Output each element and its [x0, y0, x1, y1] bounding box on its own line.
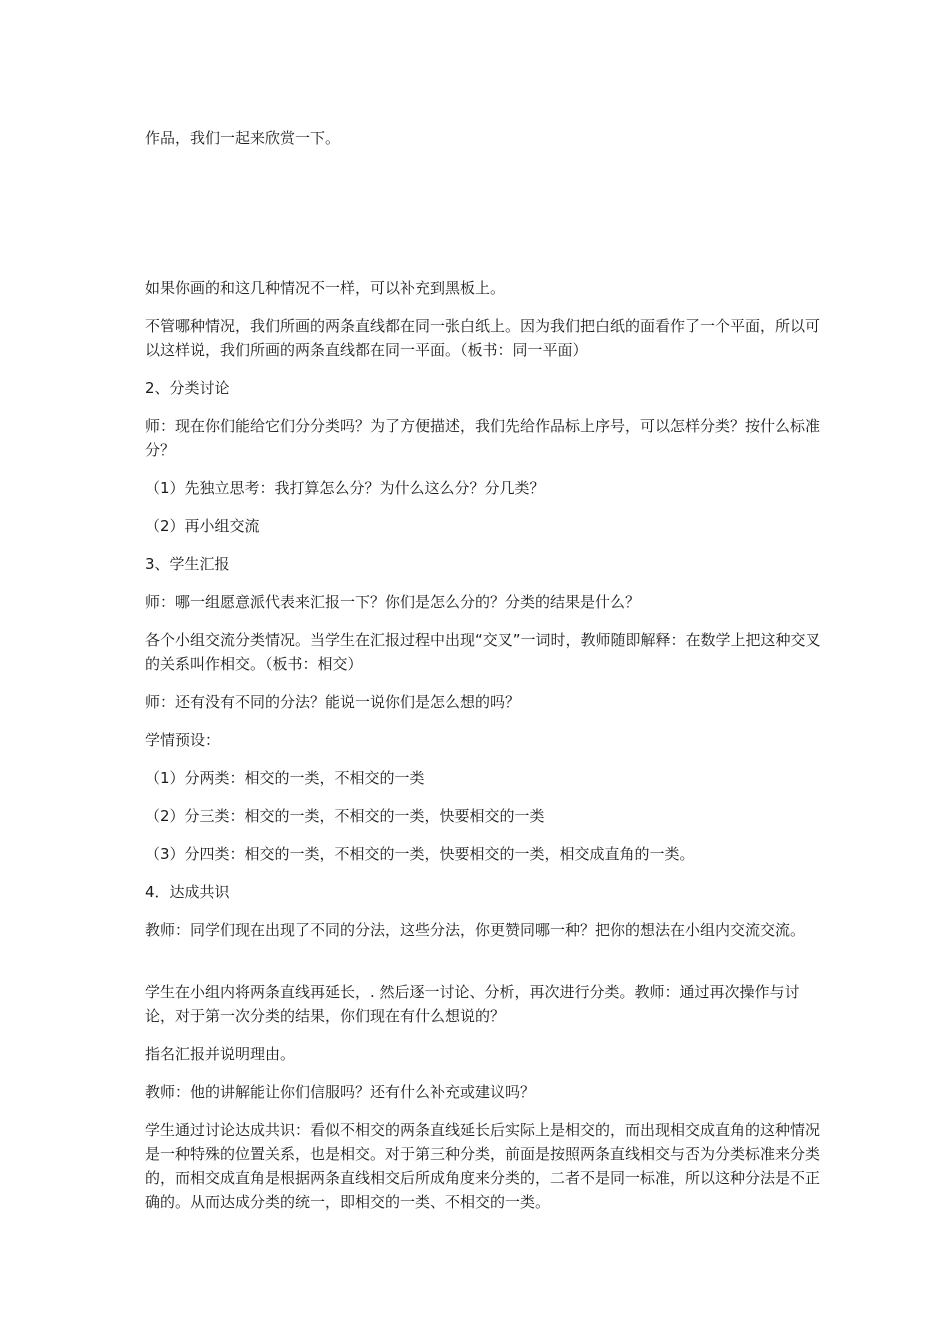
- heading-consensus: 4．达成共识: [145, 883, 230, 901]
- list-item-two-classes: （1）分两类：相交的一类，不相交的一类: [145, 769, 425, 787]
- paragraph-report-question: 师：哪一组愿意派代表来汇报一下？你们是怎么分的？分类的结果是什么？: [145, 593, 641, 611]
- heading-classify-discussion: 2、分类讨论: [145, 379, 230, 397]
- heading-student-report: 3、学生汇报: [145, 555, 230, 573]
- paragraph-group-talk: （2）再小组交流: [145, 517, 260, 535]
- paragraph-extend-lines: 学生在小组内将两条直线再延长，. 然后逐一讨论、分析，再次进行分类。教师：通过再次操作与讨论，对于第一次分类的结果，你们现在有什么想说的？: [145, 983, 800, 1025]
- paragraph-teacher-prompt: 教师：同学们现在出现了不同的分法，这些分法，你更赞同哪一种？把你的想法在小组内交流交流。: [145, 921, 806, 939]
- list-item-three-classes: （2）分三类：相交的一类，不相交的一类，快要相交的一类: [145, 807, 545, 825]
- paragraph-supplement: 如果你画的和这几种情况不一样，可以补充到黑板上。: [145, 279, 506, 297]
- paragraph-conclusion: 学生通过讨论达成共识：看似不相交的两条直线延长后实际上是相交的，而出现相交成直角的这种情况是一种特殊的位置关系，也是相交。对于第三种分类，前面是按照两条直线相交与否为分类标准来分类的，而相交成直角是根据两条直线相交后所成角度来分类的，二者不是同一标准，所以这种分法是不正确的。从而达成分类的统一，即相交的一类、不相交的一类。: [145, 1121, 821, 1211]
- paragraph-think-alone: （1）先独立思考：我打算怎么分？为什么这么分？分几类？: [145, 479, 545, 497]
- paragraph-same-plane: 不管哪种情况，我们所画的两条直线都在同一张白纸上。因为我们把白纸的面看作了一个平面，所以可以这样说，我们所画的两条直线都在同一平面。（板书：同一平面）: [145, 317, 821, 359]
- paragraph-teacher-question: 师：现在你们能给它们分分类吗？为了方便描述，我们先给作品标上序号，可以怎样分类？按什么标准分？: [145, 417, 821, 459]
- paragraph-preset: 学情预设：: [145, 731, 221, 749]
- paragraph-report-reason: 指名汇报并说明理由。: [145, 1045, 296, 1063]
- paragraph-convince: 教师：他的讲解能让你们信服吗？还有什么补充或建议吗？: [145, 1083, 536, 1101]
- paragraph-other-methods: 师：还有没有不同的分法？能说一说你们是怎么想的吗？: [145, 693, 521, 711]
- list-item-four-classes: （3）分四类：相交的一类，不相交的一类，快要相交的一类，相交成直角的一类。: [145, 845, 695, 863]
- paragraph-intersect-explain: 各个小组交流分类情况。当学生在汇报过程中出现“交叉”一词时，教师随即解释：在数学上把这种交叉的关系叫作相交。（板书：相交）: [145, 631, 821, 673]
- paragraph-intro: 作品，我们一起来欣赏一下。: [145, 129, 341, 147]
